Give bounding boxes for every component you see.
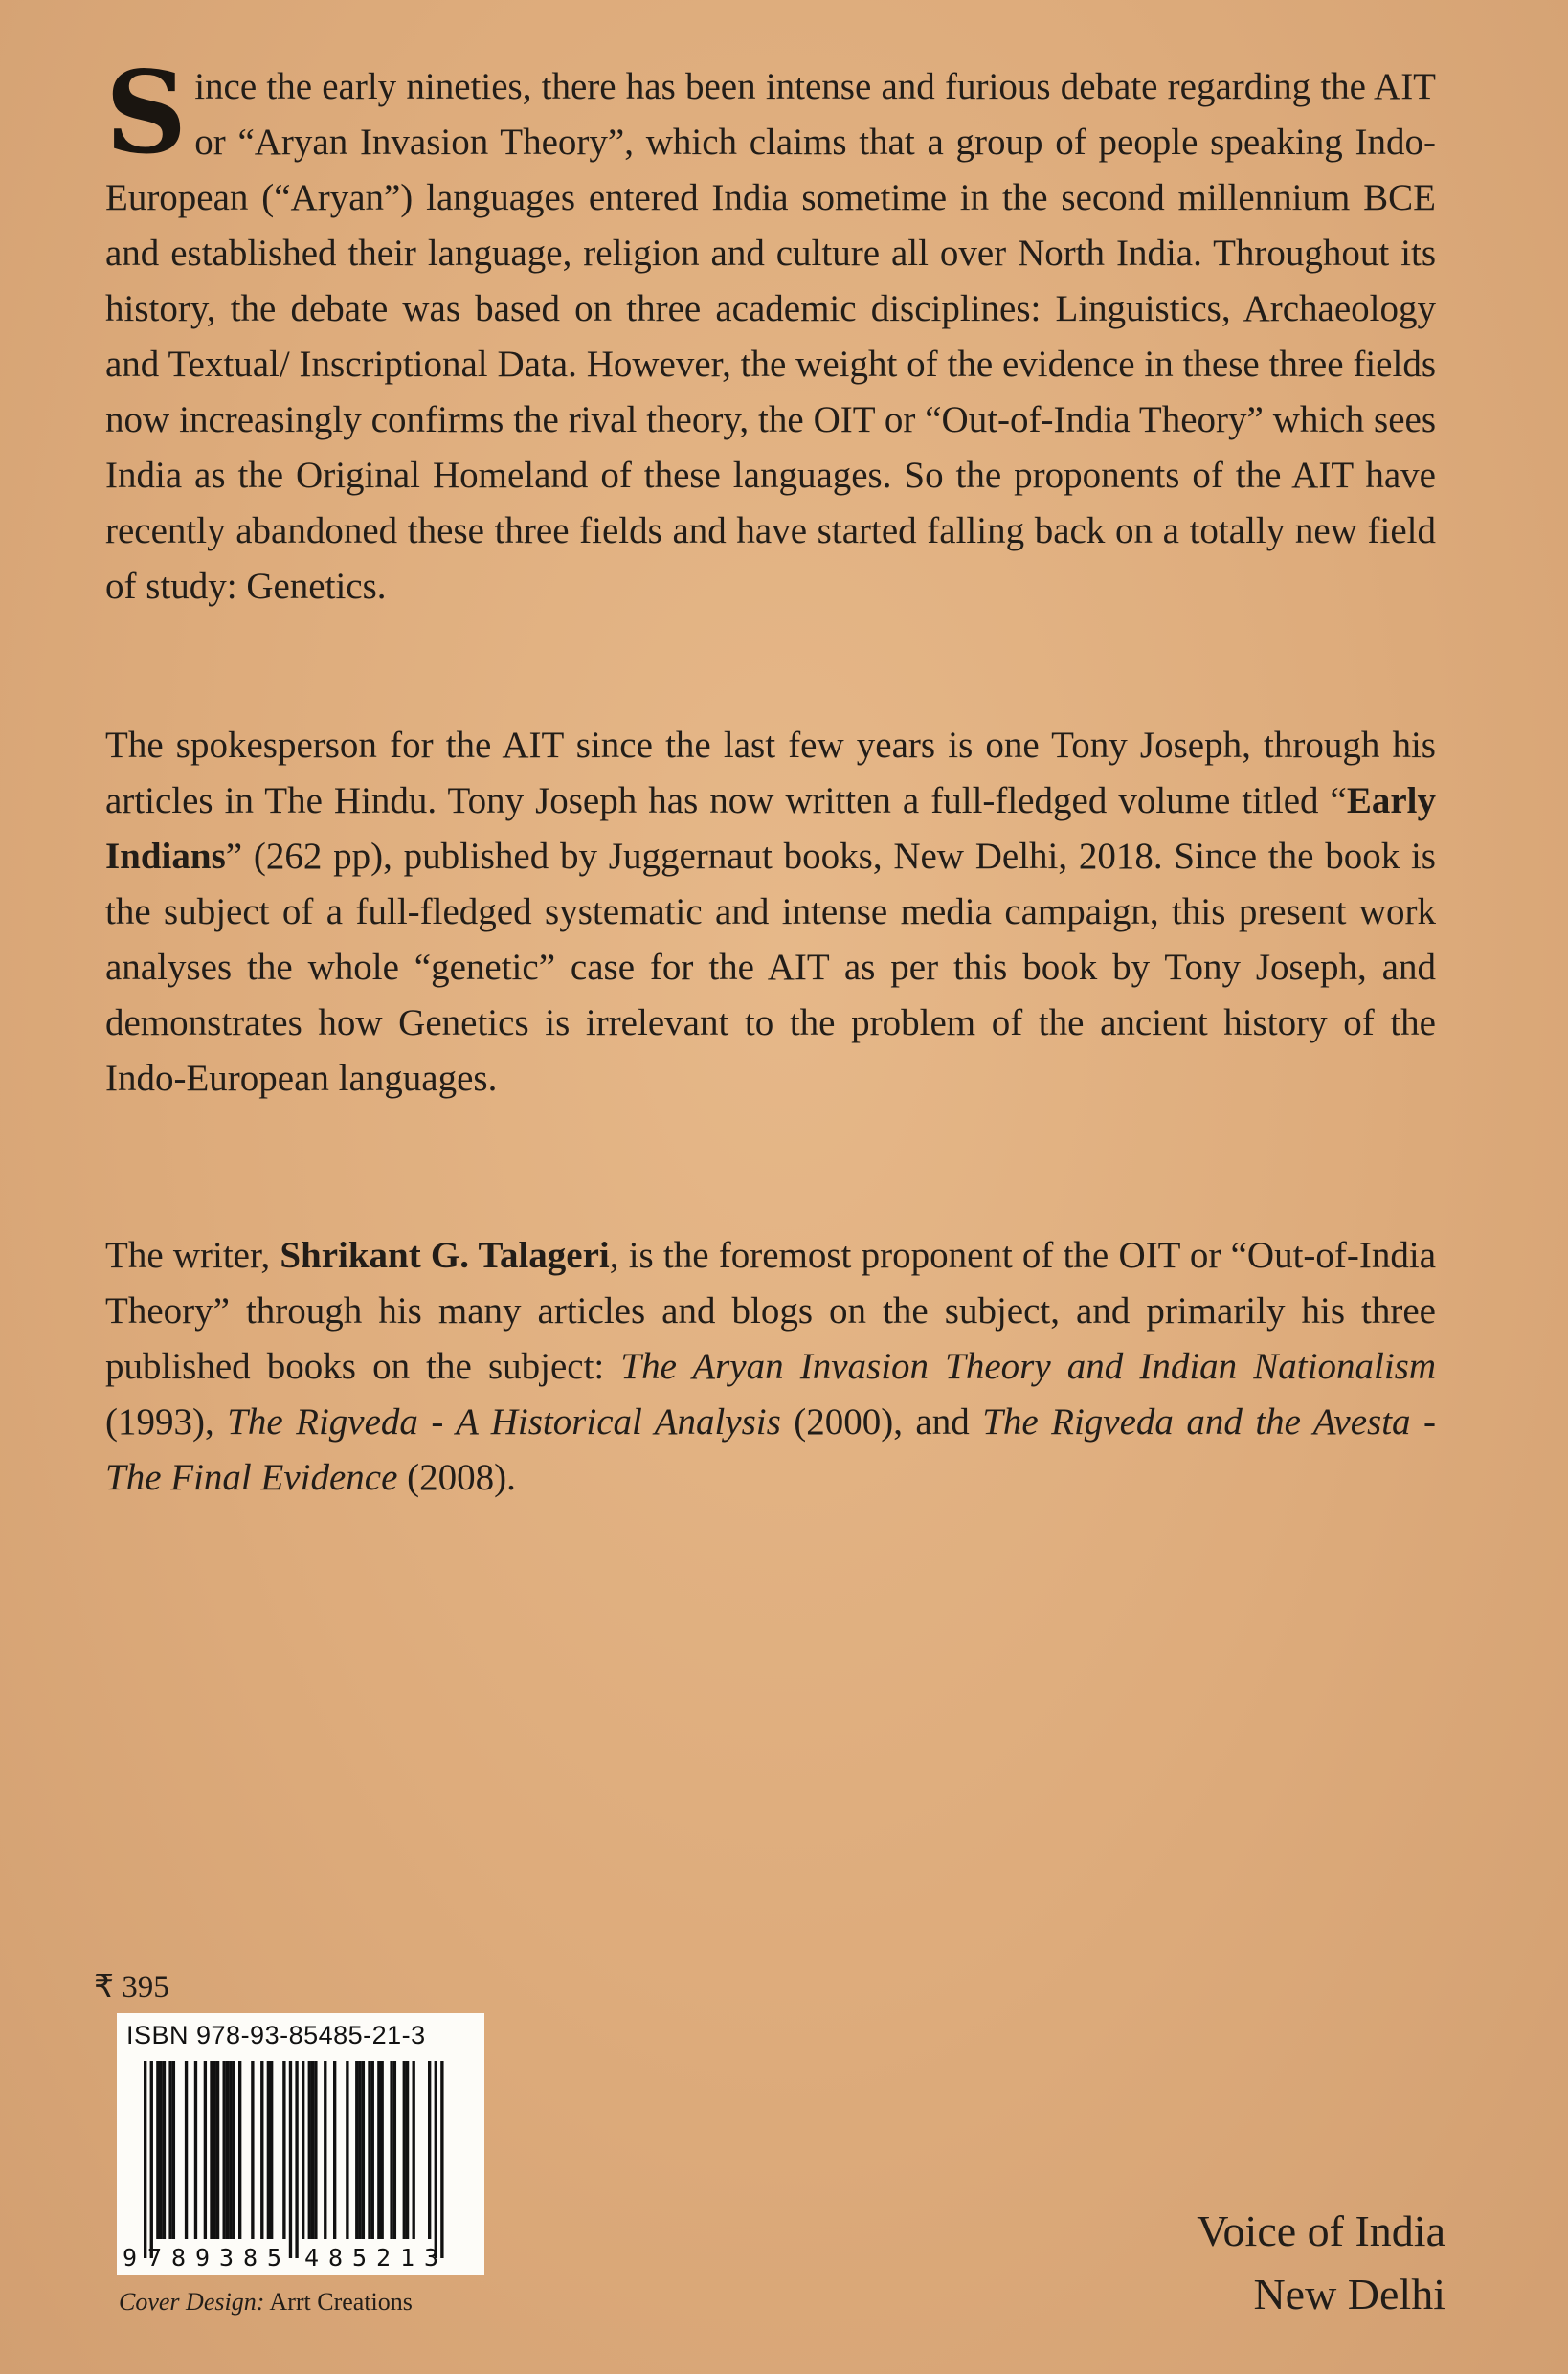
barcode-bar: [238, 2061, 241, 2239]
barcode-bar: [403, 2061, 406, 2239]
publisher-block: [1197, 2200, 1445, 2326]
price-label: ₹ 395: [94, 1970, 169, 2004]
barcode-bar: [150, 2061, 153, 2258]
barcode-bar: [428, 2061, 431, 2239]
barcode-bar: [267, 2061, 270, 2239]
barcode-bar: [371, 2061, 374, 2239]
barcode-bar: [210, 2061, 213, 2239]
isbn-label: ISBN 978-93-85485-21-3: [126, 2021, 426, 2049]
barcode-bar: [163, 2061, 166, 2239]
barcode-bar: [333, 2061, 336, 2239]
barcode-bar: [213, 2061, 216, 2239]
barcode-bar: [295, 2061, 298, 2258]
book-year-1: (1993),: [105, 1401, 228, 1443]
blurb-paragraph-3-mid: , is the foremost proponent of the OIT or “Out-of-India Theory” through his many articles and blogs on the subject, and primarily his three published books on the subject:: [105, 1235, 1437, 1387]
book-title-1: The Aryan Invasion Theory and Indian Nationalism: [620, 1346, 1436, 1387]
barcode-bar: [413, 2061, 415, 2239]
blurb-paragraph-2: [105, 718, 1436, 1107]
barcode-bars: [144, 2061, 444, 2258]
barcode-panel: [117, 2013, 484, 2275]
barcode-bar: [308, 2061, 311, 2239]
barcode-bar: [216, 2061, 219, 2239]
barcode-bar: [302, 2061, 304, 2239]
author-name: Shrikant G. Talageri: [280, 1235, 610, 1276]
blurb-paragraph-3-lead: The writer,: [105, 1235, 280, 1276]
book-year-2: (2000), and: [780, 1401, 983, 1443]
barcode-bar: [156, 2061, 159, 2239]
barcode-bar: [229, 2061, 232, 2239]
barcode-bar: [311, 2061, 314, 2239]
barcode-bar: [226, 2061, 229, 2239]
book-title-2: The Rigveda - A Historical Analysis: [227, 1401, 781, 1443]
publisher-name: Voice of India: [1197, 2206, 1445, 2255]
barcode-bar: [355, 2061, 358, 2239]
barcode-bar: [406, 2061, 409, 2239]
barcode-bar: [270, 2061, 273, 2239]
barcode-digits-right: 485213: [304, 2244, 438, 2272]
barcode-bar: [204, 2061, 207, 2239]
cover-design-label: Cover Design:: [119, 2288, 265, 2316]
barcode-bar: [346, 2061, 348, 2239]
barcode-bar: [194, 2061, 197, 2239]
cover-design-credit: [119, 2288, 413, 2317]
barcode-bar: [435, 2061, 437, 2258]
barcode-bar: [358, 2061, 361, 2239]
barcode-bar: [160, 2061, 163, 2239]
barcode-bar: [440, 2061, 443, 2258]
blurb-paragraph-2-lead: The spokesperson for the AIT since the last few years is one Tony Joseph, through his articles in The Hindu. Tony Joseph has now written a full-fledged volume titled “: [105, 725, 1436, 821]
barcode-bar: [368, 2061, 370, 2239]
barcode-bar: [314, 2061, 317, 2239]
barcode-bar: [381, 2061, 384, 2239]
barcode-bar: [223, 2061, 226, 2239]
book-year-3: (2008).: [397, 1457, 516, 1498]
barcode-bar: [393, 2061, 396, 2239]
cover-design-name: Arrt Creations: [264, 2288, 413, 2316]
barcode-digit-first: 9: [123, 2244, 138, 2272]
blurb-paragraph-3: [105, 1228, 1436, 1506]
barcode-bar: [185, 2061, 188, 2239]
barcode-bar: [260, 2061, 263, 2239]
barcode-digits-left: 789385: [147, 2244, 281, 2272]
barcode-bar: [251, 2061, 254, 2239]
book-title-3: The Rigveda and the Avesta - The Final Evidence: [105, 1401, 1436, 1498]
barcode-bar: [282, 2061, 285, 2239]
book-title-early-indians: Early Indians: [105, 780, 1436, 877]
barcode-graphic: [117, 2013, 484, 2275]
barcode-bar: [390, 2061, 392, 2239]
barcode-bar: [324, 2061, 326, 2239]
barcode-bar: [377, 2061, 380, 2239]
blurb-paragraph-2-rest: ” (262 pp), published by Juggernaut books, New Delhi, 2018. Since the book is the subject of a full-fledged systematic and intense media campaign, this present work analyses the whole “genetic” case for the AIT as per this book by Tony Joseph, and demonstrates how Genetics is irrelevant to the problem of the ancient history of the Indo-European languages.: [105, 836, 1436, 1099]
blurb-paragraph-1: [105, 46, 1436, 615]
drop-cap: S: [105, 46, 188, 179]
barcode-bar: [289, 2061, 292, 2258]
barcode-bar: [144, 2061, 146, 2258]
barcode-bar: [362, 2061, 365, 2239]
barcode-bar: [168, 2061, 171, 2239]
blurb-paragraph-1-text: ince the early nineties, there has been intense and furious debate regarding the AIT or “Aryan Invasion Theory”, which claims that a group of people speaking Indo-European (“Aryan”) languages entered India sometime in the second millennium BCE and established their language, religion and culture all over North India. Throughout its history, the debate was based on three academic disciplines: Linguistics, Archaeology and Textual/ Inscriptional Data. However, the weight of the evidence in these three fields now increasingly confirms the rival theory, the OIT or “Out-of-India Theory” which sees India as the Original Homeland of these languages. So the proponents of the AIT have recently abandoned these three fields and have started falling back on a totally new field of study: Genetics.: [105, 66, 1436, 607]
barcode-bar: [232, 2061, 235, 2239]
barcode-bar: [172, 2061, 175, 2239]
publisher-city: New Delhi: [1253, 2270, 1445, 2318]
